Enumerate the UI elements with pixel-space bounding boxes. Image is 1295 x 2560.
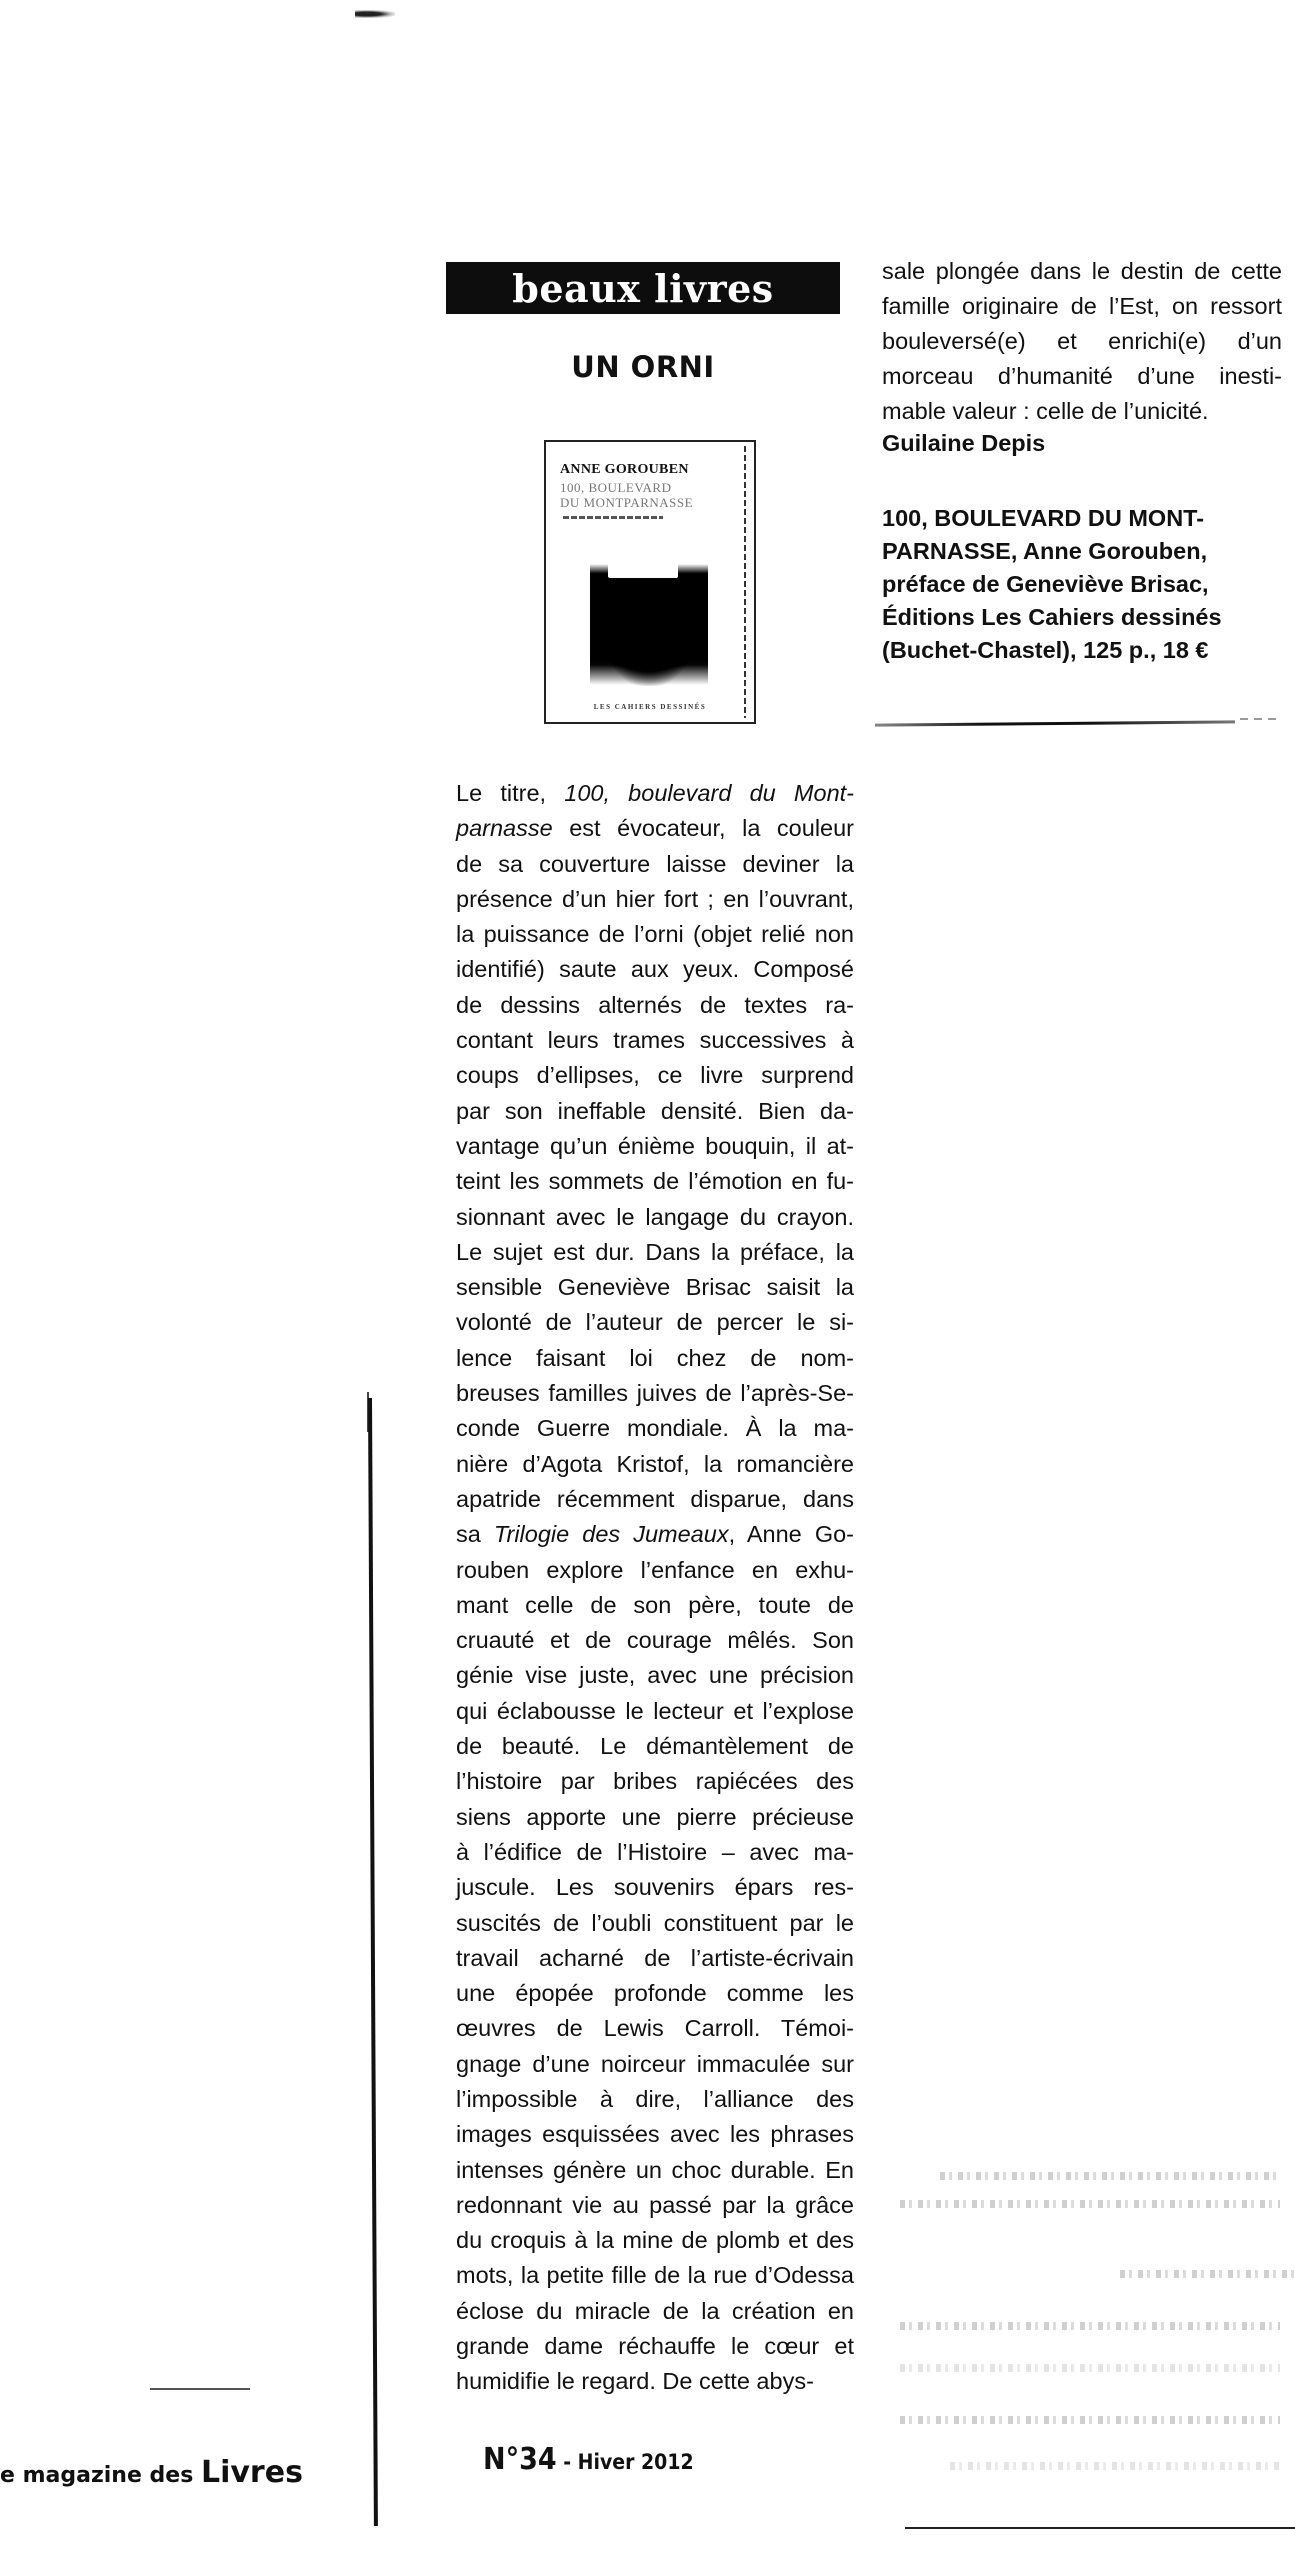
body-line (456, 2082, 854, 2117)
body-text: contant leurs trames successives à (456, 1027, 854, 1054)
issue-number: N°34 (483, 2442, 557, 2477)
body-line (456, 1235, 854, 1270)
cover-title-line: 100, BOULEVARD (560, 480, 672, 495)
body-text: est évocateur, la couleur (552, 815, 854, 842)
body-line (456, 1553, 854, 1588)
body-text: cruauté et de courage mêlés. Son (456, 1627, 854, 1654)
cover-author: ANNE GOROUBEN (560, 462, 689, 477)
body-line (456, 2047, 854, 2082)
body-text: la puissance de l’orni (objet relié non (456, 921, 854, 948)
body-line (456, 1941, 854, 1976)
body-text: qui éclabousse le lecteur et l’explose (456, 1697, 854, 1724)
article-title: UN ORNI (571, 350, 715, 384)
divider-rule-bottom (905, 2527, 1295, 2529)
body-text: conde Guerre mondiale. À la ma- (456, 1415, 854, 1442)
body-line (456, 917, 854, 952)
body-text: éclose du miracle de la création en (456, 2297, 854, 2324)
body-line (456, 1482, 854, 1517)
magazine-brand: Livres (200, 2455, 303, 2490)
issue-season: - Hiver 2012 (556, 2450, 694, 2474)
body-line (456, 1623, 854, 1658)
book-cover-spine (744, 446, 746, 718)
scan-artifact (355, 10, 395, 18)
body-text: œuvres de Lewis Carroll. Témoi- (456, 2015, 854, 2042)
bleed-through-text (900, 2322, 1280, 2330)
body-italic-text: parnasse (456, 815, 553, 842)
book-reference-line: PARNASSE, Anne Gorouben, (882, 538, 1208, 564)
divider-rule-dash (1240, 718, 1280, 720)
book-reference (882, 502, 1282, 667)
book-reference-line: (Buchet-Chastel), 125 p., 18 € (882, 637, 1209, 663)
body-text: redonnant vie au passé par la grâce (456, 2191, 854, 2218)
bleed-through-text (900, 2364, 1280, 2372)
body-line (456, 1129, 854, 1164)
body-text: sionnant avec le langage du crayon. (456, 1203, 854, 1230)
body-line (456, 1411, 854, 1446)
body-line (456, 1376, 854, 1411)
body-text: Le titre, (456, 780, 565, 806)
divider-rule (875, 720, 1235, 726)
cover-illustration (590, 546, 708, 686)
body-line (456, 2011, 854, 2046)
body-line (456, 2258, 854, 2293)
body-text: génie vise juste, avec une précision (456, 1662, 854, 1689)
body-text: coups d’ellipses, ce livre surprend (456, 1062, 854, 1089)
body-line (456, 811, 854, 846)
body-line (456, 952, 854, 987)
body-text: apatride récemment disparue, dans (456, 1485, 854, 1512)
body-line (456, 1164, 854, 1199)
body-text: présence d’un hier fort ; en l’ouvrant, (456, 885, 854, 912)
body-text: vantage qu’un énième bouquin, il at- (456, 1132, 854, 1159)
body-text: nière d’Agota Kristof, la romancière (456, 1450, 854, 1477)
bleed-through-text (900, 2416, 1280, 2424)
body-text: du croquis à la mine de plomb et des (456, 2227, 854, 2254)
body-line (456, 1906, 854, 1941)
body-text: siens apporte une pierre précieuse (456, 1803, 854, 1830)
body-text: images esquissées avec les phrases (456, 2121, 854, 2148)
cover-publisher: LES CAHIERS DESSINÉS (593, 703, 707, 711)
body-line (456, 2223, 854, 2258)
page-gutter (368, 1398, 378, 2526)
body-text: de beauté. Le démantèlement de (456, 1733, 854, 1760)
body-line (456, 1870, 854, 1905)
book-reference-line: préface de Geneviève Brisac, (882, 571, 1209, 597)
body-line (456, 2364, 854, 2399)
body-text: volonté de l’auteur de percer le si- (456, 1309, 854, 1336)
body-line (456, 2117, 854, 2152)
cover-title-line: DU MONTPARNASSE (560, 495, 694, 510)
body-text: lence faisant loi chez de nom- (456, 1344, 854, 1371)
cover-title (560, 480, 740, 510)
continuation-line: mable valeur : celle de l’unicité. (882, 398, 1209, 424)
body-text: , Anne Go- (728, 1521, 854, 1548)
body-text: intenses génère un choc durable. En (456, 2156, 854, 2183)
body-line (456, 1270, 854, 1305)
magazine-prefix: e magazine des (0, 2463, 201, 2488)
article-body (456, 776, 854, 2400)
body-line (456, 2294, 854, 2329)
body-line (456, 1058, 854, 1093)
body-line (456, 988, 854, 1023)
body-text: de sa couverture laisse deviner la (456, 850, 854, 877)
bleed-through-text (1120, 2270, 1295, 2278)
body-line (456, 1800, 854, 1835)
body-text: l’histoire par bribes rapiécées des (456, 1768, 854, 1795)
body-text: teint les sommets de l’émotion en fu- (456, 1168, 854, 1195)
book-reference-line: 100, BOULEVARD DU MONT- (882, 505, 1205, 531)
body-text: à l’édifice de l’Histoire – avec ma- (456, 1838, 854, 1865)
left-page-rule (150, 2388, 250, 2390)
body-italic-text: 100, boulevard du Mont- (564, 780, 855, 806)
body-text: sa (456, 1521, 494, 1548)
body-text: l’impossible à dire, l’alliance des (456, 2085, 854, 2112)
body-line (456, 1200, 854, 1235)
body-line (456, 882, 854, 917)
body-text: travail acharné de l’artiste-écrivain (456, 1944, 854, 1971)
body-line (456, 1094, 854, 1129)
continuation-line: bouleversé(e) et enrichi(e) d’un (882, 328, 1282, 354)
body-line (456, 776, 854, 811)
body-text: breuses familles juives de l’après-Se- (456, 1380, 854, 1407)
body-line (456, 1976, 854, 2011)
body-text: par son ineffable densité. Bien da- (456, 1097, 854, 1124)
body-text: mant celle de son père, toute de (456, 1591, 854, 1618)
body-line (456, 1729, 854, 1764)
body-text: identifié) saute aux yeux. Composé (456, 956, 854, 983)
bleed-through-text (940, 2172, 1280, 2180)
article-author: Guilaine Depis (882, 430, 1046, 456)
body-text: juscule. Les souvenirs épars res- (456, 1874, 854, 1901)
continuation-line: morceau d’humanité d’une inesti- (882, 363, 1282, 389)
body-line (456, 1835, 854, 1870)
body-text: gnage d’une noirceur immaculée sur (456, 2050, 854, 2077)
body-line (456, 1517, 854, 1552)
body-text: suscités de l’oubli constituent par le (456, 1909, 854, 1936)
issue-label (483, 2442, 694, 2477)
cover-subtitle (563, 516, 663, 519)
body-line (456, 1023, 854, 1058)
continuation-line: famille originaire de l’Est, on ressort (882, 293, 1282, 319)
body-italic-text: Trilogie des Jumeaux (493, 1521, 729, 1548)
body-text: une épopée profonde comme les (456, 1980, 854, 2007)
magazine-name (0, 2455, 303, 2490)
body-line (456, 1447, 854, 1482)
body-text: sensible Geneviève Brisac saisit la (456, 1274, 854, 1301)
body-line (456, 2329, 854, 2364)
body-line (456, 2153, 854, 2188)
body-text: grande dame réchauffe le cœur et (456, 2333, 854, 2360)
body-text: rouben explore l’enfance en exhu- (456, 1556, 854, 1583)
book-reference-line: Éditions Les Cahiers dessinés (882, 604, 1222, 630)
body-line (456, 847, 854, 882)
body-line (456, 2188, 854, 2223)
continuation-line: sale plongée dans le destin de cette (882, 258, 1282, 284)
body-line (456, 1658, 854, 1693)
body-text: mots, la petite fille de la rue d’Odessa (456, 2262, 854, 2289)
body-text: humidifie le regard. De cette abys- (456, 2368, 814, 2395)
bleed-through-text (900, 2200, 1280, 2208)
body-line (456, 1588, 854, 1623)
body-text: de dessins alternés de textes ra- (456, 991, 854, 1018)
body-line (456, 1341, 854, 1376)
body-text: Le sujet est dur. Dans la préface, la (456, 1238, 854, 1265)
section-rubric: beaux livres (446, 262, 840, 314)
bleed-through-text (950, 2462, 1280, 2470)
article-continuation (882, 254, 1282, 429)
body-line (456, 1694, 854, 1729)
body-line (456, 1764, 854, 1799)
body-line (456, 1305, 854, 1340)
